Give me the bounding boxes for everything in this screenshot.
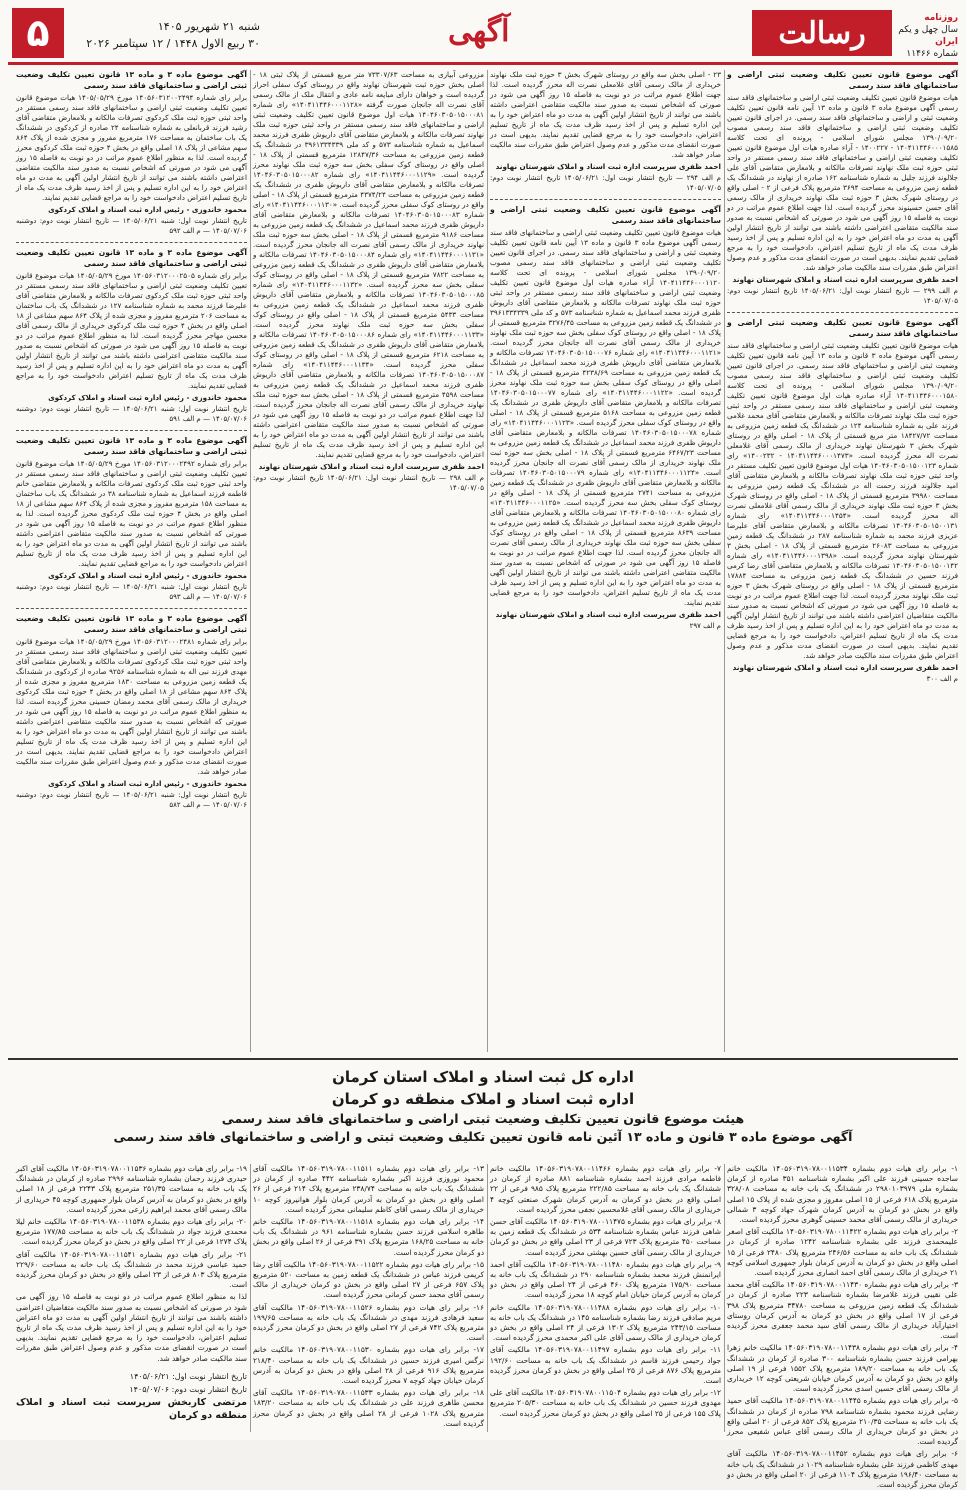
kerman-column-4 xyxy=(16,1164,247,1432)
kerman-notice-subject: آگهی موضوع ماده ۳ قانون و ماده ۱۳ آئین نامه قانون تعیین تکلیف وضعیت ثبتی و اراضی و ساختمانهای فاقد سند رسمی xyxy=(113,1129,853,1144)
notice-dates: م الف ۲۹۸ — تاریخ انتشار نوبت اول: ۱۴۰۵/۰۶/۲۱ تاریخ انتشار نوبت دوم: ۱۴۰۵/۰۷/۰۵ xyxy=(253,474,484,492)
notice xyxy=(727,318,958,684)
ruling-item: ۹- برابر رای هیات دوم بشماره ۱۴۰۵۶۰۳۱۹۰۷۸۰۰۱۱۴۸۰ مالکیت آقای احمد ایرانمنش فرزند محمد بشماره شناسنامه ۲۹۰ در ششدانگ یک باب خانه به مساحت ۱۷۵/۹۰ مترمربع پلاک ۴۶۰ فرعی از ۲۴ اصلی واقع در بخش دو کرمان به آدرس کرمان خیابان امام کوچه ۱۸ محرز گردیده است. xyxy=(490,1259,721,1300)
notice xyxy=(490,205,721,631)
ruling-item: ۱۹- برابر رای هیات دوم بشماره ۱۴۰۵۶۰۳۱۹۰۷۸۰۰۱۱۵۳۶ مالکیت آقای اکبر حیدری فرزند رحمان بشماره شناسنامه ۲۹۹۶ صادره از کرمان در ششدانگ یک باب خانه به مساحت ۲۵۱/۳۵ مترمربع پلاک ۲۲۴۳ فرعی از ۱۸ اصلی واقع در بخش دو کرمان به آدرس کرمان بلوار جمهوری کوچه ۴۵ خریداری از مالک رسمی آقای محمد ابراهیم زارعی محرز گردیده است. xyxy=(16,1164,247,1214)
ruling-item: ۱۵- برابر رای هیات دوم بشماره ۱۴۰۵۶۰۳۱۹۰۷۸۰۰۱۱۵۲۲ مالکیت آقای رضا کریمی فرزند عباس در ششدانگ یک قطعه زمین به مساحت ۵۲۰ مترمربع پلاک ۶۵۷ فرعی از ۲۷ اصلی واقع در بخش دو کرمان خریداری از مالک رسمی آقای محمد حسن کرمانی محرز گردیده است. xyxy=(253,1259,485,1300)
notice-body: هیات موضوع قانون تعیین تکلیف وضعیت ثبتی اراضی و ساختمانهای فاقد سند رسمی آگهی موضوع ماده ۳ قانون و ماده ۱۳ آیین نامه قانون تعیین تکلیف وضعیت ثبتی اراضی و ساختمانهای فاقد سند رسمی. در اجرای قانون تعیین تکلیف وضعیت ثبتی اراضی و ساختمانهای فاقد سند رسمی مصوب ۱۳۹۰/۰۹/۲۰ مجلس شورای اسلامی - پرونده ای تحت کلاسه ۱۴۰۴۱۱۴۴۶۰۰۰۱۵۸۰ آراء صادره هیات اول موضوع قانون تعیین تکلیف وضعیت ثبتی اراضی و ساختمانهای فاقد سند رسمی مستقر در واحد ثبتی حوزه ثبت ملک نهاوند تصرفات مالکانه و بلامعارض متقاضی آقای محمد غلامی فرزند علی به شماره شناسنامه ۱۲۴ در ششدانگ یک قطعه زمین مزروعی به مساحت ۱۸۴۲۷/۷۲ متر مربع قسمتی از پلاک ۱۸ - اصلی واقع در روستای شهرک بخش ۳ شهرستان نهاوند خریداری از مالک رسمی آقای غلامعلی نصرت اله محرز گردیده است. «۱۴۰۴۱۱۴۴۶۰۰۰۱۴۷۳ - ۱۴۰۰۲۳۲» رای شماره ۱۴۰۴۶۰۳۰۵۰۱۵۰۰۱۲۳ هیات اول موضوع قانون تعیین تکلیف مستقر در واحد ثبتی حوزه ثبت ملک نهاوند تصرفات مالکانه و بلامعارض متقاضی آقای امید جلالوند فرزند رحمت اله در ششدانگ یک قطعه زمین مزروعی به مساحت ۳۹۹۸۰ مترمربع قسمتی از پلاک ۱۸ - اصلی واقع در روستای شهرک بخش ۳ حوزه ثبت ملک نهاوند خریداری از مالک رسمی آقای غلامعلی نصرت اله محرز گردیده است. «۱۴۰۴۱۱۴۴۶۰۰۰۱۴۵۴» رای شماره ۱۴۰۴۶۰۳۰۵۰۱۵۰۰۱۳۱ تصرفات مالکانه و بلامعارض متقاضی آقای علیرضا عزیزی فرزند محمد به شماره شناسنامه ۲۸۷ در ششدانگ یک قطعه زمین مزروعی به مساحت ۲۶۰۸۳ مترمربع قسمتی از پلاک ۱۸ - اصلی بخش ۳ شهرستان نهاوند محرز گردیده است. «۱۴۰۴۱۱۴۴۶۰۰۰۱۳۹۸» رای شماره ۱۴۰۴۶۰۳۰۵۰۱۵۰۰۱۴۲ تصرفات مالکانه و بلامعارض متقاضی آقای رضا کرمی فرزند حسین در ششدانگ یک قطعه زمین مزروعی به مساحت ۱۷۸۸۴ مترمربع قسمتی از پلاک ۱۸ - اصلی واقع در روستای شهرک بخش ۳ حوزه ثبت ملک نهاوند محرز گردیده است. لذا جهت اطلاع عموم مراتب در دو نوبت به فاصله ۱۵ روز آگهی می شود در صورتی که اشخاص نسبت به صدور سند مالکیت متقاضیان اعتراضی داشته باشند می توانند از تاریخ انتشار اولین آگهی به مدت دو ماه اعتراض خود را به این اداره تسلیم و پس از اخذ رسید ظرف مدت یک ماه از تاریخ تسلیم اعتراض، دادخواست خود را به مرجع قضایی تقدیم نمایند. بدیهی است در صورت انقضای مدت مذکور و عدم وصول اعتراض طبق مقررات سند مالکیت صادر خواهد شد. xyxy=(727,341,959,660)
notice-title: آگهی موضوع ماده ۳ و ماده ۱۳ قانون تعیین تکلیف وضعیت ثبتی اراضی و ساختمانهای فاقد سند رسمی xyxy=(16,614,247,634)
ruling-item: ۵- برابر رای هیات دوم بشماره ۱۴۰۵۶۰۳۱۹۰۷۸۰۰۱۱۴۴۵ مالکیت آقای حمید رضایی فرزند محمود بشماره شناسنامه ۷۹۸ صادره از کرمان در ششدانگ یک باب خانه به مساحت ۲۱۰/۳۵ مترمربع پلاک ۸۵۲ فرعی از ۲۰ اصلی واقع در بخش دو کرمان خریداری از مالک رسمی آقای عباس شفیعی محرز گردیده است. xyxy=(727,1396,959,1447)
masthead-volume: سال چهل و یکم xyxy=(898,25,958,35)
signatory: مرتضی کاربخش سرپرست ثبت اسناد و املاک منطقه دو کرمان xyxy=(16,1396,247,1421)
notice-signature: محمود خاندوزی - رئیس اداره ثبت اسناد و املاک کردکوی xyxy=(48,205,247,214)
kerman-column-1 xyxy=(727,1164,959,1490)
notice-signature: محمود خاندوزی - رئیس اداره ثبت اسناد و املاک کردکوی xyxy=(48,393,247,402)
notice-title: آگهی موضوع قانون تعیین تکلیف وضعیت ثبتی اراضی و ساختمانهای فاقد سند رسمی xyxy=(490,205,721,225)
notice-dates: تاریخ انتشار نوبت اول: شنبه ۱۴۰۵/۰۶/۲۱ — تاریخ انتشار نوبت دوم: دوشنبه ۱۴۰۵/۰۷/۰۶ — م الف ۵۸۲ xyxy=(16,791,247,809)
column-divider xyxy=(724,1164,725,1432)
ruling-item: ۲- برابر رای هیات دوم بشماره ۱۴۰۵۶۰۳۱۹۰۷۸۰۰۱۱۴۲۲ مالکیت آقای اصغر علیمحمدی فرزند علی بشماره شناسنامه ۱۲۴۲ صادره از کرمان در ششدانگ یک باب خانه به مساحت ۲۴۶/۵۶ مترمربع پلاک ۲۴۸۰ فرعی از ۱۵ اصلی واقع در بخش دو کرمان به آدرس کرمان بلوار جمهوری اسلامی کوچه ۲۱ خریداری از مالک رسمی آقای احمد انصاری محرز گردیده است. xyxy=(727,1227,958,1278)
column-divider xyxy=(487,70,488,1052)
kerman-board-title: هیئت موضوع قانون تعیین تکلیف وضعیت ثبتی اراضی و ساختمانهای فاقد سند رسمی xyxy=(221,1111,745,1126)
ruling-item: ۱۴- برابر رای هیات دوم بشماره ۱۴۰۵۶۰۳۱۹۰۷۸۰۰۱۱۵۱۸ مالکیت خانم طاهره اسلامی فرزند حسن بشماره شناسنامه ۹۶۱ در ششدانگ یک باب خانه به مساحت ۱۶۸/۲۵ مترمربع پلاک ۳۹۱ فرعی از ۲۶ اصلی واقع در بخش دو کرمان محرز گردیده است. xyxy=(253,1217,484,1257)
notice xyxy=(490,70,721,193)
ruling-item: ۱۶- برابر رای هیات دوم بشماره ۱۴۰۵۶۰۳۱۹۰۷۸۰۰۱۱۵۲۶ مالکیت آقای سعید فرهادی فرزند مهدی در ششدانگ یک باب خانه به مساحت ۱۹۹/۶۵ مترمربع پلاک ۷۴۲ فرعی از ۲۷ اصلی واقع در بخش دو کرمان محرز گردیده است. xyxy=(253,1302,484,1343)
masthead-tagline xyxy=(896,12,958,60)
notice-separator xyxy=(16,430,247,431)
column-1 xyxy=(727,70,958,1052)
notice-title: آگهی موضوع ماده ۳ و ماده ۱۳ قانون تعیین تکلیف وضعیت ثبتی اراضی و ساختمانهای فاقد سند رسمی xyxy=(16,70,247,90)
notice-separator xyxy=(16,608,247,609)
notice-title: آگهی موضوع قانون تعیین تکلیف وضعیت ثبتی اراضی و ساختمانهای فاقد سند رسمی xyxy=(727,318,958,338)
column-divider xyxy=(724,70,725,1052)
notice-signature: احمد ظفری سرپرست اداره ثبت اسناد و املاک شهرستان نهاوند xyxy=(732,663,958,672)
notice-signature: احمد ظفری سرپرست اداره ثبت اسناد و املاک شهرستان نهاوند xyxy=(495,162,721,171)
notice-title: آگهی موضوع قانون تعیین تکلیف وضعیت ثبتی اراضی و ساختمانهای فاقد سند رسمی xyxy=(727,70,958,90)
publish-date-second: تاریخ انتشار نوبت دوم: ۱۴۰۵/۰۷/۰۶ xyxy=(129,1384,247,1394)
kerman-notice xyxy=(8,1058,959,1490)
kerman-columns xyxy=(8,1164,959,1490)
masthead-dates xyxy=(70,18,260,52)
kerman-signature-block xyxy=(16,1370,247,1422)
masthead-country: ایران xyxy=(935,37,958,47)
notice-dates: تاریخ انتشار نوبت اول: شنبه ۱۴۰۵/۰۶/۲۱ — تاریخ انتشار نوبت دوم: دوشنبه ۱۴۰۵/۰۷/۰۶ — م الف ۵۹۲ xyxy=(16,217,247,235)
notice xyxy=(727,70,958,306)
ruling-item: لذا به منظور اطلاع عموم مراتب در دو نوبت به فاصله ۱۵ روز آگهی می شود در صورتی که اشخاص نسبت به صدور سند مالکیت متقاضیان اعتراضی داشته باشند می توانند از تاریخ انتشار اولین آگهی به مدت دو ماه اعتراض خود را به این اداره تسلیم و پس از اخذ رسید ظرف مدت یک ماه از تاریخ تسلیم اعتراض، دادخواست خود را به مرجع قضایی تقدیم نمایند. بدیهی است در صورت انقضای مدت مذکور و عدم وصول اعتراض طبق مقررات سند مالکیت صادر خواهد شد. xyxy=(16,1292,247,1363)
notice-body: برابر رای شماره ۱۴۰۵۶۰۳۱۲۰۰۲۴۹۴ مورخ ۱۴۰۵/۰۵/۲۹ هیات موضوع قانون تعیین تکلیف وضعیت ثبتی اراضی و ساختمانهای فاقد سند رسمی مستقر در واحد ثبتی حوزه ثبت ملک کردکوی تصرفات مالکانه و بلامعارض متقاضی آقای رشید فرزند قربانعلی به شماره شناسنامه ۲۴ صادره از کردکوی در ششدانگ یک باب ساختمان به مساحت ۱۷۶ مترمربع مفروز و مجزی شده از پلاک ۸۶۴ سهم مشاعی از پلاک ۱۸ اصلی واقع در بخش ۴ حوزه ثبت ملک کردکوی محرز گردیده است. لذا به منظور اطلاع عموم مراتب در دو نوبت به فاصله ۱۵ روز آگهی می شود در صورتی که اشخاص نسبت به صدور سند مالکیت متقاضی اعتراضی داشته باشند می توانند از تاریخ انتشار اولین آگهی به مدت دو ماه اعتراض خود را به این اداره تسلیم و پس از اخذ رسید ظرف مدت یک ماه از تاریخ تسلیم اعتراض دادخواست خود را به مراجع قضایی تقدیم نمایند. xyxy=(16,93,247,202)
column-2 xyxy=(490,70,721,1052)
masthead-issue: شماره ۱۱۴۶۶ xyxy=(906,49,958,59)
ruling-item: ۱۲- برابر رای هیات دوم بشماره ۱۴۰۵۶۰۳۱۹۰۷۸۰۰۱۱۵۰۴ مالکیت آقای علی مهدوی فرزند حسین در ششدانگ یک باب خانه به مساحت ۲۰۵/۳۰ مترمربع پلاک ۱۵۵ فرعی از ۲۵ اصلی واقع در بخش دو کرمان محرز گردیده است. xyxy=(490,1388,721,1418)
kerman-office-title: اداره ثبت اسناد و املاک منطقه دو کرمان xyxy=(331,1090,635,1108)
ruling-item: ۱۳- برابر رای هیات دوم بشماره ۱۴۰۵۶۰۳۱۹۰۷۸۰۰۱۱۵۱۱ مالکیت آقای محمود نوروزی فرزند اکبر بشماره شناسنامه ۴۴۲ صادره از کرمان در ششدانگ یک باب خانه به مساحت ۲۳۸/۷۴ مترمربع پلاک ۲۱۴ فرعی از ۲۶ اصلی واقع در بخش دو کرمان به آدرس کرمان بلوار هوانیروز کوچه ۱۰ خریداری از مالک رسمی آقای کاظم سلیمانی محرز گردیده است. xyxy=(253,1164,484,1214)
ruling-item: ۳- برابر رای هیات دوم بشماره ۱۴۰۵۶۰۳۱۹۰۷۸۰۰۱۱۴۳۰ مالکیت آقای محمد علی نقیبی فرزند غلامرضا بشماره شناسنامه ۲۲۳ صادره از کرمان در ششدانگ یک قطعه زمین مزروعی به مساحت ۳۴۷۸۰ مترمربع پلاک ۳۹۸ فرعی از ۱۷ اصلی واقع در بخش دو کرمان به آدرس کرمان روستای اختیارآباد خریداری از مالک رسمی آقای سید محمد جعفری محرز گردیده است. xyxy=(727,1280,958,1341)
notice-signature: محمود خاندوزی - رئیس اداره ثبت اسناد و املاک کردکوی xyxy=(48,571,247,580)
notice-body: هیات موضوع قانون تعیین تکلیف وضعیت ثبتی اراضی و ساختمانهای فاقد سند رسمی آگهی موضوع ماده ۳ قانون و ماده ۱۳ آیین نامه قانون تعیین تکلیف وضعیت ثبتی و اراضی و ساختمانهای فاقد سند رسمی. در اجرای قانون تعیین تکلیف وضعیت ثبتی اراضی و ساختمانهای فاقد سند رسمی مصوب ۱۳۹۰/۰۹/۲۰ مجلس شورای اسلامی - پرونده ای تحت کلاسه ۱۴۰۴۱۱۴۴۶۰۰۰۱۵۸۵ - ۱۴۰۰۲۲۷ - آراء صادره هیات اول موضوع قانون تعیین تکلیف وضعیت ثبتی اراضی و ساختمانهای فاقد سند رسمی مستقر در واحد ثبتی حوزه ثبت ملک نهاوند تصرفات مالکانه و بلامعارض متقاضی آقای علی جلالوند فرزند جلیل به شماره شناسنامه ۱۶۲ صادره از نهاوند در ششدانگ یک قطعه زمین مزروعی به مساحت ۳۶۹۴ مترمربع پلاک فرعی از ۲ - اصلی واقع در روستای شهرک بخش ۳ حوزه ثبت ملک نهاوند خریداری از مالک رسمی آقای حسن حسینوند محرز گردیده است. لذا جهت اطلاع عموم مراتب در دو نوبت به فاصله ۱۵ روز آگهی می شود در صورتی که اشخاص نسبت به صدور سند مالکیت متقاضی اعتراضی داشته باشند می توانند از تاریخ انتشار اولین آگهی به مدت دو ماه اعتراض خود را به این اداره تسلیم و پس از اخذ رسید ظرف مدت یک ماه از تاریخ تسلیم اعتراض، دادخواست خود را به مرجع قضایی تقدیم نمایند. بدیهی است در صورت انقضای مدت مذکور و عدم وصول اعتراض طبق مقررات سند مالکیت صادر خواهد شد. xyxy=(727,93,959,272)
notice-signature: احمد ظفری سرپرست اداره ثبت اسناد و املاک شهرستان نهاوند xyxy=(258,462,484,471)
notice-signature: احمد ظفری سرپرست اداره ثبت اسناد و املاک شهرستان نهاوند xyxy=(495,610,721,619)
notice xyxy=(16,436,247,602)
ruling-item: ۲۰- برابر رای هیات دوم بشماره ۱۴۰۵۶۰۳۱۹۰۷۸۰۰۱۱۵۳۸ مالکیت خانم لیلا محمدی فرزند جواد در ششدانگ یک باب خانه به مساحت ۱۷۷/۸۵ مترمربع پلاک ۱۲۷۴ فرعی از ۲۲ اصلی واقع در بخش دو کرمان محرز گردیده است. xyxy=(16,1217,247,1247)
column-4 xyxy=(16,70,247,1052)
notice-body: مزروعی آبیاری به مساحت ۷۳۳۰۷/۶۳ متر مربع قسمتی از پلاک ثبتی ۱۸ - اصلی بخش حوزه ثبت شهرستان نهاوند واقع در روستای کوک سفلی احراز گردیده است و خواهان دارای مبایعه نامه عادی و انتقال ملک از مالک رسمی آقای نصرت اله جانجان صورت گرفته «۱۴۰۴۱۱۴۴۶۰۰۰۱۱۲۸» رای شماره ۱۴۰۴۶۰۳۰۵۰۱۵۰۰۰۸۱ هیات اول موضوع قانون تعیین تکلیف وضعیت ثبتی اراضی و ساختمانهای فاقد سند رسمی مستقر در واحد ثبتی حوزه ثبت ملک نهاوند تصرفات مالکانه و بلامعارض متقاضی آقای داریوش ظفری فرزند محمد اسماعیل به شماره شناسنامه ۵۷۳ و کد ملی ۳۹۶۱۳۳۴۳۳۹ در ششدانگ یک قطعه زمین مزروعی به مساحت ۱۲۸۴۷/۳۶ مترمربع قسمتی از پلاک ۱۸ - اصلی واقع در روستای کوک سفلی بخش سه حوزه ثبت ملک نهاوند محرز گردیده است. «۱۴۰۴۱۱۴۴۶۰۰۰۱۱۲۹» رای شماره ۱۴۰۴۶۰۳۰۵۰۱۵۰۰۰۸۲ تصرفات مالکانه و بلامعارض متقاضی آقای داریوش ظفری در ششدانگ یک قطعه زمین مزروعی به مساحت ۴۳۷۴/۲۴ مترمربع قسمتی از پلاک ۱۸ - اصلی واقع در روستای کوک سفلی محرز گردیده است. «۱۴۰۴۱۱۴۴۶۰۰۰۱۱۳۰» رای شماره ۱۴۰۴۶۰۳۰۵۰۱۵۰۰۰۸۳ تصرفات مالکانه و بلامعارض متقاضی آقای داریوش ظفری فرزند محمد اسماعیل در ششدانگ یک قطعه زمین مزروعی به مساحت ۹۱۸۶ مترمربع قسمتی از پلاک ۱۸ - اصلی بخش سه حوزه ثبت ملک نهاوند خریداری از مالک رسمی آقای نصرت اله جانجان محرز گردیده است. «۱۴۰۴۱۱۴۴۶۰۰۰۱۱۳۱» رای شماره ۱۴۰۴۶۰۳۰۵۰۱۵۰۰۰۸۴ تصرفات مالکانه و بلامعارض متقاضی آقای داریوش ظفری در ششدانگ یک قطعه زمین مزروعی به مساحت ۷۸۲۲ مترمربع قسمتی از پلاک ۱۸ - اصلی واقع در روستای کوک سفلی بخش سه محرز گردیده است. «۱۴۰۴۱۱۴۴۶۰۰۰۱۱۳۲» رای شماره ۱۴۰۴۶۰۳۰۵۰۱۵۰۰۰۸۵ تصرفات مالکانه و بلامعارض متقاضی آقای داریوش ظفری فرزند محمد اسماعیل در ششدانگ یک قطعه زمین مزروعی به مساحت ۵۴۳۳ مترمربع قسمتی از پلاک ۱۸ - اصلی واقع در روستای کوک سفلی بخش سه حوزه ثبت ملک نهاوند محرز گردیده است. «۱۴۰۴۱۱۴۴۶۰۰۰۱۱۳۳» رای شماره ۱۴۰۴۶۰۳۰۵۰۱۵۰۰۰۸۶ تصرفات مالکانه و بلامعارض متقاضی آقای داریوش ظفری در ششدانگ یک قطعه زمین مزروعی به مساحت ۶۲۱۸ مترمربع قسمتی از پلاک ۱۸ - اصلی واقع در روستای کوک سفلی محرز گردیده است. «۱۴۰۴۱۱۴۴۶۰۰۰۱۱۳۴» رای شماره ۱۴۰۴۶۰۳۰۵۰۱۵۰۰۰۸۷ تصرفات مالکانه و بلامعارض متقاضی آقای داریوش ظفری فرزند محمد اسماعیل در ششدانگ یک قطعه زمین مزروعی به مساحت ۴۵۹۸ مترمربع قسمتی از پلاک ۱۸ - اصلی بخش سه حوزه ثبت ملک نهاوند خریداری از مالک رسمی آقای نصرت اله جانجان محرز گردیده است. لذا جهت اطلاع عموم مراتب در دو نوبت به فاصله ۱۵ روز آگهی می شود در صورتی که اشخاص نسبت به صدور سند مالکیت متقاضی اعتراضی داشته باشند می توانند از تاریخ انتشار اولین آگهی به مدت دو ماه اعتراض خود را به این اداره تسلیم و پس از اخذ رسید ظرف مدت یک ماه از تاریخ تسلیم اعتراض، دادخواست خود را به مرجع قضایی تقدیم نمایند. xyxy=(253,70,485,459)
notice-dates: م الف ۳۰۰ xyxy=(926,675,958,683)
notice-body: ۲۳ - اصلی بخش سه واقع در روستای شهرک بخش ۳ حوزه ثبت ملک نهاوند خریداری از مالک رسمی آقای غلامعلی نصرت اله محرز گردیده است. لذا جهت اطلاع عموم مراتب در دو نوبت به فاصله ۱۵ روز آگهی می شود در صورتی که اشخاص نسبت به صدور سند مالکیت متقاضی اعتراضی داشته باشند می توانند از تاریخ انتشار اولین آگهی به مدت دو ماه اعتراض خود را به این اداره تسلیم و پس از اخذ رسید ظرف مدت یک ماه از تاریخ تسلیم اعتراض، دادخواست خود را به مرجع قضایی تقدیم نمایند. بدیهی است در صورت انقضای مدت مذکور و عدم وصول اعتراض طبق مقررات سند مالکیت صادر خواهد شد. xyxy=(490,70,721,159)
ruling-item: ۱۸- برابر رای هیات دوم بشماره ۱۴۰۵۶۰۳۱۹۰۷۸۰۰۱۱۵۳۳ مالکیت آقای محسن طاهری فرزند علی در ششدانگ یک باب خانه به مساحت ۱۸۳/۲۰ مترمربع پلاک ۱۰۲۸ فرعی از ۲۸ اصلی واقع در بخش دو کرمان محرز گردیده است. xyxy=(253,1388,484,1428)
notice-dates: م الف ۲۹۹ — تاریخ انتشار نوبت اول: ۱۴۰۵/۰۶/۲۱ تاریخ انتشار نوبت دوم: ۱۴۰۵/۰۷/۰۵ xyxy=(727,287,958,305)
notice-dates: تاریخ انتشار نوبت اول: شنبه ۱۴۰۵/۰۶/۲۱ — تاریخ انتشار نوبت دوم: دوشنبه ۱۴۰۵/۰۷/۰۶ — م الف ۵۹۳ xyxy=(16,583,247,601)
notice-separator xyxy=(727,312,958,313)
ruling-item: ۱- برابر رای هیات دوم بشماره ۱۴۰۵۶۰۳۱۹۰۷۸۰۰۱۱۵۳۴ مالکیت خانم ساجده حسینی فرزند علی اکبر بشماره شناسنامه ۳۵۱ صادره از کرمان بشماره ملی ۲۹۸۰۱۰۳۹۷۹ در ششدانگ یک باب خانه به مساحت ۳۲۸/۰۸ مترمربع پلاک ۶۱۸ فرعی از ۱۵ اصلی مفروز و مجزی شده از پلاک ۱۵ اصلی واقع در بخش دو کرمان به آدرس کرمان شهرک جهاد کوچه ۳ شمالی خریداری از مالک رسمی آقای محمد حسینی گوهری محرز گردیده است. xyxy=(727,1164,959,1225)
page-number: ۵ xyxy=(12,8,64,58)
notice-body: هیات موضوع قانون تعیین تکلیف وضعیت ثبتی اراضی و ساختمانهای فاقد سند رسمی آگهی موضوع ماده ۳ قانون و ماده ۱۳ آیین نامه قانون تعیین تکلیف وضعیت ثبتی و اراضی و ساختمانهای فاقد سند رسمی. در اجرای قانون تعیین تکلیف وضعیت ثبتی اراضی و ساختمانهای فاقد سند رسمی مصوب ۱۳۹۰/۰۹/۲۰ مجلس شورای اسلامی - پرونده ای تحت کلاسه ۱۴۰۴۱۱۴۴۶۰۰۰۱۱۲۰ آراء صادره هیات اول موضوع قانون تعیین تکلیف وضعیت ثبتی اراضی و ساختمانهای فاقد سند رسمی مستقر در واحد ثبتی حوزه ثبت ملک نهاوند تصرفات مالکانه و بلامعارض متقاضی آقای داریوش ظفری فرزند محمد اسماعیل به شماره شناسنامه ۵۷۳ و کد ملی ۳۹۶۱۳۳۴۳۳۹ در ششدانگ یک قطعه زمین مزروعی به مساحت ۳۲۷۶/۴۵ مترمربع قسمتی از پلاک ۱۸ - اصلی واقع در روستای کوک سفلی بخش سه حوزه ثبت ملک نهاوند خریداری از مالک رسمی آقای نصرت اله جانجان محرز گردیده است. «۱۴۰۴۱۱۴۴۶۰۰۰۱۱۲۱» رای شماره ۱۴۰۴۶۰۳۰۵۰۱۵۰۰۰۷۶ تصرفات مالکانه و بلامعارض متقاضی آقای داریوش ظفری فرزند محمد اسماعیل در ششدانگ یک قطعه زمین مزروعی به مساحت ۴۲۳۸/۶۹ مترمربع قسمتی از پلاک ۱۸ - اصلی واقع در روستای کوک سفلی بخش سه حوزه ثبت ملک نهاوند محرز گردیده است. «۱۴۰۴۱۱۴۴۶۰۰۰۱۱۲۲» رای شماره ۱۴۰۴۶۰۳۰۵۰۱۵۰۰۰۷۷ تصرفات مالکانه و بلامعارض متقاضی آقای داریوش ظفری در ششدانگ یک قطعه زمین مزروعی به مساحت ۵۱۶۸ مترمربع قسمتی از پلاک ۱۸ - اصلی واقع در روستای کوک سفلی محرز گردیده است. «۱۴۰۴۱۱۴۴۶۰۰۰۱۱۲۳» رای شماره ۱۴۰۴۶۰۳۰۵۰۱۵۰۰۰۷۸ تصرفات مالکانه و بلامعارض متقاضی آقای داریوش ظفری فرزند محمد اسماعیل در ششدانگ یک قطعه زمین مزروعی به مساحت ۶۴۶۷/۲۳ مترمربع قسمتی از پلاک ۱۸ - اصلی بخش سه حوزه ثبت ملک نهاوند خریداری از مالک رسمی آقای نصرت اله جانجان محرز گردیده است. «۱۴۰۴۱۱۴۴۶۰۰۰۱۱۲۴» رای شماره ۱۴۰۴۶۰۳۰۵۰۱۵۰۰۰۷۹ تصرفات مالکانه و بلامعارض متقاضی آقای داریوش ظفری در ششدانگ یک قطعه زمین مزروعی به مساحت ۲۷۴۱ مترمربع قسمتی از پلاک ۱۸ - اصلی واقع در روستای کوک سفلی بخش سه محرز گردیده است. «۱۴۰۴۱۱۴۴۶۰۰۰۱۱۲۵» رای شماره ۱۴۰۴۶۰۳۰۵۰۱۵۰۰۰۸۰ تصرفات مالکانه و بلامعارض متقاضی آقای داریوش ظفری فرزند محمد اسماعیل در ششدانگ یک قطعه زمین مزروعی به مساحت ۸۶۳۹ مترمربع قسمتی از پلاک ۱۸ - اصلی واقع در روستای کوک سفلی بخش سه حوزه ثبت ملک نهاوند خریداری از مالک رسمی آقای نصرت اله جانجان محرز گردیده است. لذا جهت اطلاع عموم مراتب در دو نوبت به فاصله ۱۵ روز آگهی می شود در صورتی که اشخاص نسبت به صدور سند مالکیت متقاضی اعتراضی داشته باشند می توانند از تاریخ انتشار اولین آگهی به مدت دو ماه اعتراض خود را به این اداره تسلیم و پس از اخذ رسید ظرف مدت یک ماه از تاریخ تسلیم اعتراض، دادخواست خود را به مرجع قضایی تقدیم نمایند. xyxy=(490,228,722,607)
notice-separator xyxy=(490,199,721,200)
ruling-item: ۱۱- برابر رای هیات دوم بشماره ۱۴۰۵۶۰۳۱۹۰۷۸۰۰۱۱۴۹۷ مالکیت آقای جواد رحیمی فرزند قاسم در ششدانگ یک باب خانه به مساحت ۱۹۲/۶۰ مترمربع پلاک ۸۷۶ فرعی از ۲۵ اصلی واقع در بخش دو کرمان محرز گردیده است. xyxy=(490,1345,721,1386)
notices-grid xyxy=(8,70,958,1052)
column-3 xyxy=(253,70,484,1052)
date-lunar-gregorian: ۳۰ ربیع الاول ۱۴۴۸ / ۱۲ سپتامبر ۲۰۲۶ xyxy=(86,37,260,50)
ruling-item: ۱۰- برابر رای هیات دوم بشماره ۱۴۰۵۶۰۳۱۹۰۷۸۰۰۱۱۴۸۸ مالکیت خانم مریم صادقی فرزند رضا بشماره شناسنامه ۱۴۵ در ششدانگ یک باب خانه به مساحت ۲۴۳/۱۵ مترمربع پلاک ۱۳۰۲ فرعی از ۲۴ اصلی واقع در بخش دو کرمان خریداری از مالک رسمی آقای علی اکبر محمدی محرز گردیده است. xyxy=(490,1302,721,1343)
section-title: آگهی xyxy=(448,14,510,49)
kerman-notice-header xyxy=(8,1060,958,1146)
kerman-org-title: اداره کل ثبت اسناد و املاک استان کرمان xyxy=(332,1068,634,1086)
notice-title: آگهی موضوع ماده ۳ و ماده ۱۳ قانون تعیین تکلیف وضعیت ثبتی اراضی و ساختمانهای فاقد سند رسمی xyxy=(16,436,247,456)
notice xyxy=(253,70,484,493)
notice xyxy=(16,614,247,810)
column-divider xyxy=(487,1164,488,1432)
masthead-kind: روزنامه xyxy=(924,13,958,23)
ruling-item: ۷- برابر رای هیات دوم بشماره ۱۴۰۵۶۰۳۱۹۰۷۸۰۰۱۱۴۶۶ مالکیت خانم فاطمه مرادی فرزند احمد بشماره شناسنامه ۸۸۱ صادره از کرمان در ششدانگ یک باب خانه به مساحت ۲۲۲/۸۵ مترمربع پلاک ۹۸۵ فرعی از ۲۲ اصلی واقع در بخش دو کرمان به آدرس کرمان شهرک صنعتی کوچه ۴ خریداری از مالک رسمی آقای غلامحسین نجفی محرز گردیده است. xyxy=(490,1164,721,1214)
notice-body: برابر رای شماره ۱۴۰۵۶۰۳۱۲۰۰۰۲۴۸۱ مورخ ۱۴۰۵/۰۵/۲۹ هیات موضوع قانون تعیین تکلیف وضعیت ثبتی اراضی و ساختمانهای فاقد سند رسمی مستقر در واحد ثبتی حوزه ثبت ملک کردکوی تصرفات مالکانه و بلامعارض متقاضی آقای مهدی فرزند نبی اله به شماره شناسنامه ۹۲۵۶ صادره از کردکوی در ششدانگ یک قطعه زمین مزروعی به مساحت ۱۸۳۰ مترمربع مفروز و مجزی شده از پلاک ۸۶۴ سهم مشاعی از ۱۸ اصلی واقع در بخش ۴ حوزه ثبت ملک کردکوی خریداری از مالک رسمی آقای محمد رمضان حسینی محرز گردیده است. لذا به منظور اطلاع عموم مراتب در دو نوبت به فاصله ۱۵ روز آگهی می شود در صورتی که اشخاص نسبت به صدور سند مالکیت متقاضی اعتراضی داشته باشند می توانند از تاریخ انتشار اولین آگهی به مدت دو ماه اعتراض خود را به این اداره تسلیم و پس از اخذ رسید ظرف مدت یک ماه از تاریخ تسلیم اعتراض دادخواست خود را به مراجع قضایی تقدیم نمایند. بدیهی است در صورت انقضای مدت مذکور و عدم وصول اعتراض طبق مقررات سند مالکیت صادر خواهد شد. xyxy=(16,637,248,776)
notice-dates: م الف ۲۹۴ — تاریخ انتشار نوبت اول: ۱۴۰۵/۰۶/۲۱ تاریخ انتشار نوبت دوم: ۱۴۰۵/۰۷/۰۵ xyxy=(490,174,721,192)
notice-dates: تاریخ انتشار نوبت اول: شنبه ۱۴۰۵/۰۶/۲۱ — تاریخ انتشار نوبت دوم: دوشنبه ۱۴۰۵/۰۷/۰۶ — م الف ۵۹۱ xyxy=(16,405,247,423)
notice-body: برابر رای شماره ۱۴۰۵۶۰۳۱۲۰۰۰۲۵۰۵ مورخ ۱۴۰۵/۰۵/۲۹ هیات موضوع قانون تعیین تکلیف وضعیت ثبتی اراضی و ساختمانهای فاقد سند رسمی مستقر در واحد ثبتی حوزه ثبت ملک کردکوی تصرفات مالکانه و بلامعارض متقاضی آقای علیرضا فرزند محمد به شماره شناسنامه ۱۲۷ در ششدانگ یک باب ساختمان به مساحت ۲۰۶ مترمربع مفروز و مجزی شده از پلاک ۸۶۴ سهم مشاعی از ۱۸ اصلی واقع در بخش ۴ حوزه ثبت ملک کردکوی خریداری از مالک رسمی آقای محسن مهاجر محرز گردیده است. لذا به منظور اطلاع عموم مراتب در دو نوبت به فاصله ۱۵ روز آگهی می شود در صورتی که اشخاص نسبت به صدور سند مالکیت متقاضی اعتراضی داشته باشند می توانند از تاریخ انتشار اولین آگهی به مدت دو ماه اعتراض خود را به این اداره تسلیم و پس از اخذ رسید ظرف مدت یک ماه از تاریخ تسلیم اعتراض دادخواست خود را به مراجع قضایی تقدیم نمایند. xyxy=(16,271,248,390)
ruling-item: ۸- برابر رای هیات دوم بشماره ۱۴۰۵۶۰۳۱۹۰۷۸۰۰۱۱۴۷۵ مالکیت آقای حسن شاهی فرزند عباس بشماره شناسنامه ۵۳۴ در ششدانگ یک قطعه زمین به مساحت ۴۵۰ مترمربع پلاک ۷۲۳ فرعی از ۲۳ اصلی واقع در بخش دو کرمان خریداری از مالک رسمی آقای حسین بهشتی محرز گردیده است. xyxy=(490,1217,721,1257)
notice-signature: محمود خاندوزی - رئیس اداره ثبت اسناد و املاک کردکوی xyxy=(48,779,247,788)
masthead xyxy=(8,8,958,65)
kerman-column-2 xyxy=(490,1164,721,1432)
date-solar: شنبه ۲۱ شهریور ۱۴۰۵ xyxy=(157,20,260,33)
column-divider xyxy=(250,70,251,1052)
notice-dates: م الف ۲۹۷ xyxy=(689,622,721,630)
notice xyxy=(16,70,247,236)
ruling-item: ۲۱- برابر رای هیات دوم بشماره ۱۴۰۵۶۰۳۱۹۰۷۸۰۰۱۱۵۴۱ مالکیت آقای حمید عباسی فرزند محمد در ششدانگ یک باب خانه به مساحت ۲۲۹/۶۰ مترمربع پلاک ۸۰۳ فرعی از ۲۳ اصلی واقع در بخش دو کرمان محرز گردیده است. xyxy=(16,1249,247,1290)
notice xyxy=(16,248,247,424)
newspaper-logo: رسالت xyxy=(752,10,892,56)
notice-separator xyxy=(16,242,247,243)
notice-signature: احمد ظفری سرپرست اداره ثبت اسناد و املاک شهرستان نهاوند xyxy=(732,275,958,284)
column-divider xyxy=(250,1164,251,1432)
notice-title: آگهی موضوع ماده ۳ و ماده ۱۳ قانون تعیین تکلیف وضعیت ثبتی اراضی و ساختمانهای فاقد سند رسمی xyxy=(16,248,247,268)
ruling-item: ۶- برابر رای هیات دوم بشماره ۱۴۰۵۶۰۳۱۹۰۷۸۰۰۱۱۴۵۲ مالکیت آقای مهدی کاظمی فرزند علی بشماره شناسنامه ۱۰۲۹ در ششدانگ یک باب خانه به مساحت ۱۹۶/۴۰ مترمربع پلاک ۱۱۰۴ فرعی از ۲۰ اصلی واقع در بخش دو کرمان محرز گردیده است. xyxy=(727,1449,958,1490)
ruling-item: ۴- برابر رای هیات دوم بشماره ۱۴۰۵۶۰۳۱۹۰۷۸۰۰۱۱۴۳۸ مالکیت خانم زهرا بهرامی فرزند حسن بشماره شناسنامه ۳۰۰ صادره از کرمان در ششدانگ یک باب خانه به مساحت ۱۸۹/۲۰ مترمربع پلاک ۱۵۵۲ فرعی از ۱۹ اصلی واقع در بخش دو کرمان به آدرس کرمان خیابان شریعتی کوچه ۱۲ خریداری از مالک رسمی آقای حسین اسدی محرز گردیده است. xyxy=(727,1343,959,1394)
ruling-item: ۱۷- برابر رای هیات دوم بشماره ۱۴۰۵۶۰۳۱۹۰۷۸۰۰۱۱۵۳۰ مالکیت خانم نرگس امیری فرزند حسین در ششدانگ یک باب خانه به مساحت ۲۱۸/۴۰ مترمربع پلاک ۹۱۶ فرعی از ۲۸ اصلی واقع در بخش دو کرمان به آدرس کرمان خیابان جهاد کوچه ۷ محرز گردیده است. xyxy=(253,1345,484,1386)
notice-body: برابر رای شماره ۱۴۰۵۶۰۳۱۲۰۰۰۲۴۹۲ مورخ ۱۴۰۵/۰۵/۲۹ هیات موضوع قانون تعیین تکلیف وضعیت ثبتی اراضی و ساختمانهای فاقد سند رسمی مستقر در واحد ثبتی حوزه ثبت ملک کردکوی تصرفات مالکانه و بلامعارض متقاضی خانم فاطمه فرزند اسماعیل به شماره شناسنامه ۳۸ در ششدانگ یک باب ساختمان به مساحت ۱۵۸ مترمربع مفروز و مجزی شده از پلاک ۸۶۴ سهم مشاعی از ۱۸ اصلی واقع در بخش ۴ حوزه ثبت ملک کردکوی محرز گردیده است. لذا به منظور اطلاع عموم مراتب در دو نوبت به فاصله ۱۵ روز آگهی می شود در صورتی که اشخاص نسبت به صدور سند مالکیت متقاضی اعتراضی داشته باشند می توانند از تاریخ انتشار اولین آگهی به مدت دو ماه اعتراض خود را به این اداره تسلیم و پس از اخذ رسید ظرف مدت یک ماه از تاریخ تسلیم اعتراض دادخواست خود را به مراجع قضایی تقدیم نمایند. xyxy=(16,459,248,568)
kerman-column-3 xyxy=(253,1164,484,1432)
publish-date-first: تاریخ انتشار نوبت اول: ۱۴۰۵/۰۶/۲۱ xyxy=(129,1371,247,1381)
